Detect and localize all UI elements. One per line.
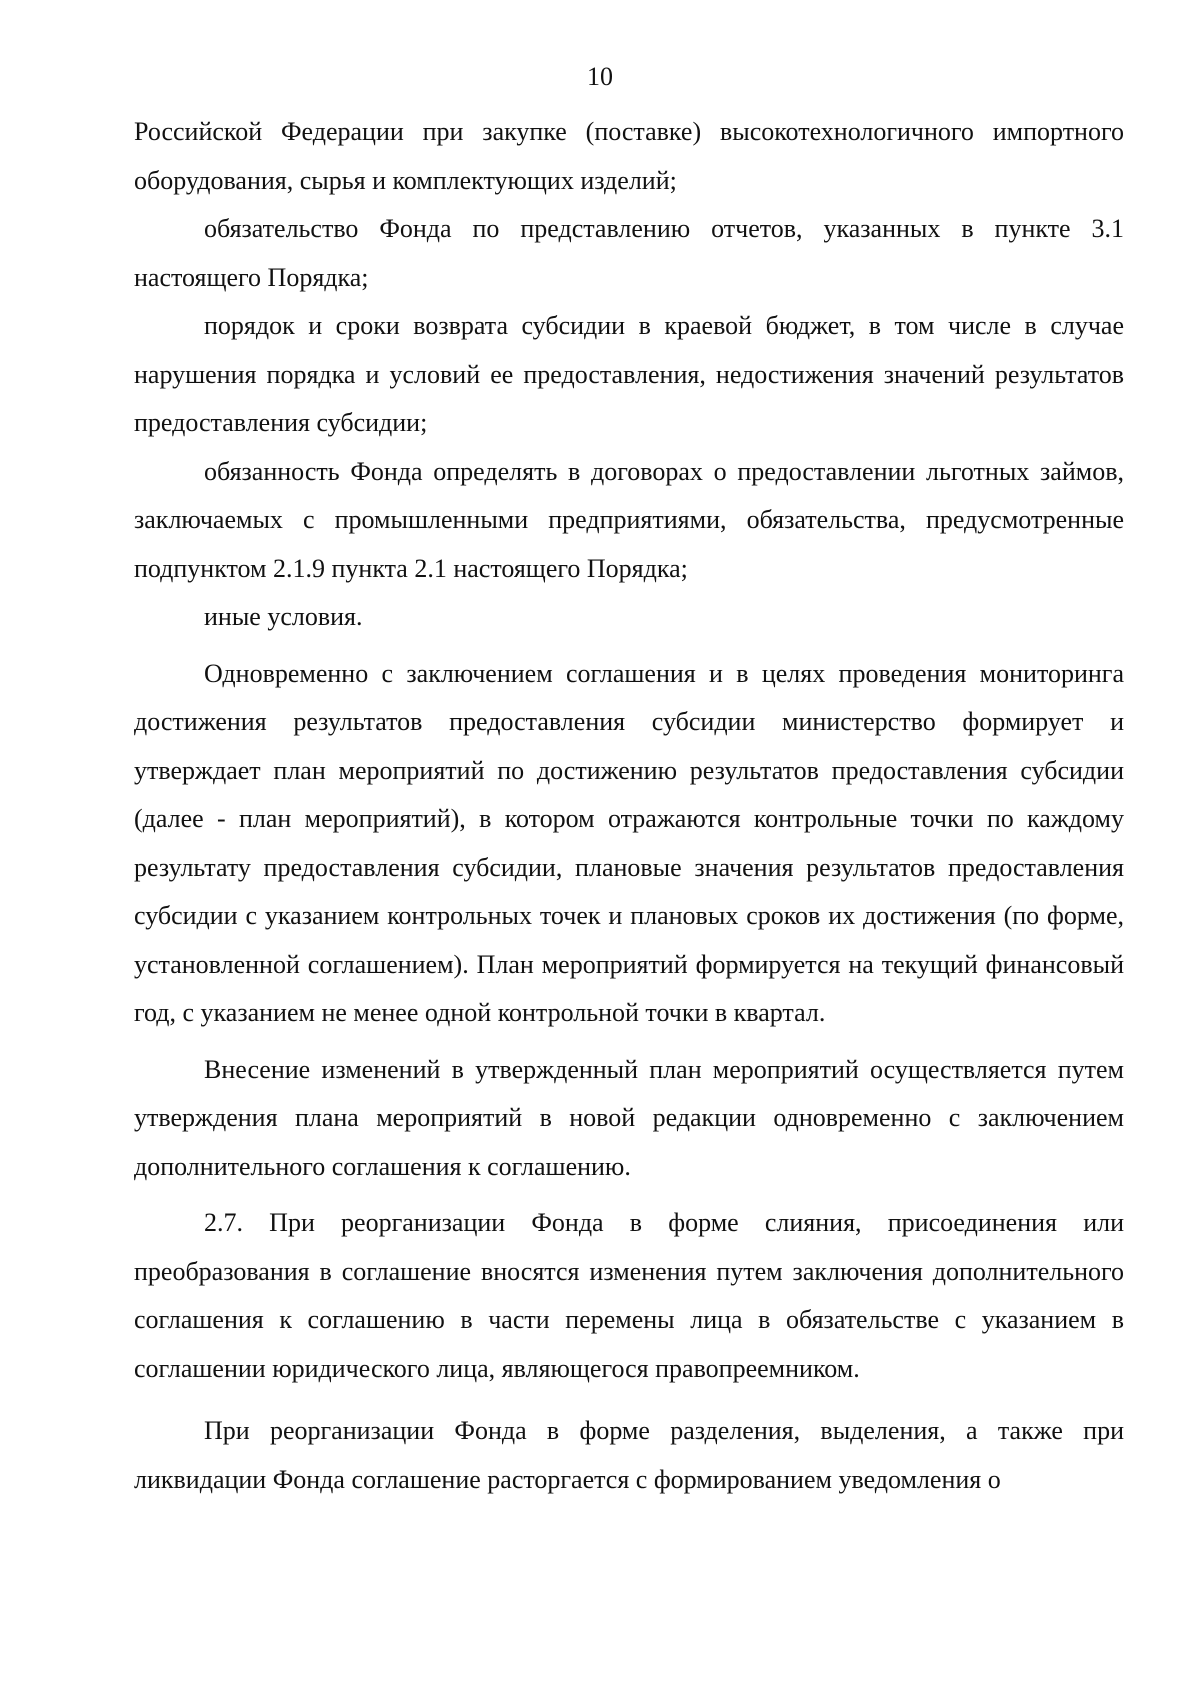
paragraph-action-plan: Одновременно с заключением соглашения и в целях проведения мониторинга достижения результатов предоставления субсидии министерство формирует и утверждает план мероприятий по достижению результатов предоставления субсидии (далее - план мероприятий), в котором отражаются контрольные точки по каждому результату предоставления субсидии, плановые значения результатов предоставления субсидии с указанием контрольных точек и плановых сроков их достижения (по форме, установленной соглашением). План мероприятий формируется на текущий финансовый год, с указанием не менее одной контрольной точки в квартал.	[134, 658, 1124, 1027]
paragraph-loan-agreements: обязанность Фонда определять в договорах о предоставлении льготных займов, заключаемых с промышленными предприятиями, обязательства, предусмотренные подпунктом 2.1.9 пункта 2.1 настоящего Порядка;	[134, 456, 1124, 583]
paragraph-reporting-obligation: обязательство Фонда по представлению отчетов, указанных в пункте 3.1 настоящего Порядка;	[134, 214, 1124, 292]
paragraph-continuation: Российской Федерации при закупке (поставке) высокотехнологичного импортного оборудования, сырья и комплектующих изделий;	[134, 117, 1124, 195]
paragraph-subsidy-return: порядок и сроки возврата субсидии в краевой бюджет, в том числе в случае нарушения порядка и условий ее предоставления, недостижения значений результатов предоставления субсидии;	[134, 311, 1124, 437]
paragraph-plan-amendments: Внесение изменений в утвержденный план мероприятий осуществляется путем утверждения плана мероприятий в новой редакции одновременно с заключением дополнительного соглашения к соглашению.	[134, 1054, 1124, 1181]
page-number: 10	[587, 62, 613, 91]
document-body	[134, 108, 1124, 1504]
paragraph-reorganization-merger: 2.7. При реорганизации Фонда в форме слияния, присоединения или преобразования в соглашение вносятся изменения путем заключения дополнительного соглашения к соглашению в части перемены лица в обязательстве с указанием в соглашении юридического лица, являющегося правопреемником.	[134, 1208, 1124, 1383]
paragraph-other-conditions: иные условия.	[204, 602, 363, 631]
paragraph-reorganization-division: При реорганизации Фонда в форме разделения, выделения, а также при ликвидации Фонда соглашение расторгается с формированием уведомления о	[134, 1416, 1124, 1494]
